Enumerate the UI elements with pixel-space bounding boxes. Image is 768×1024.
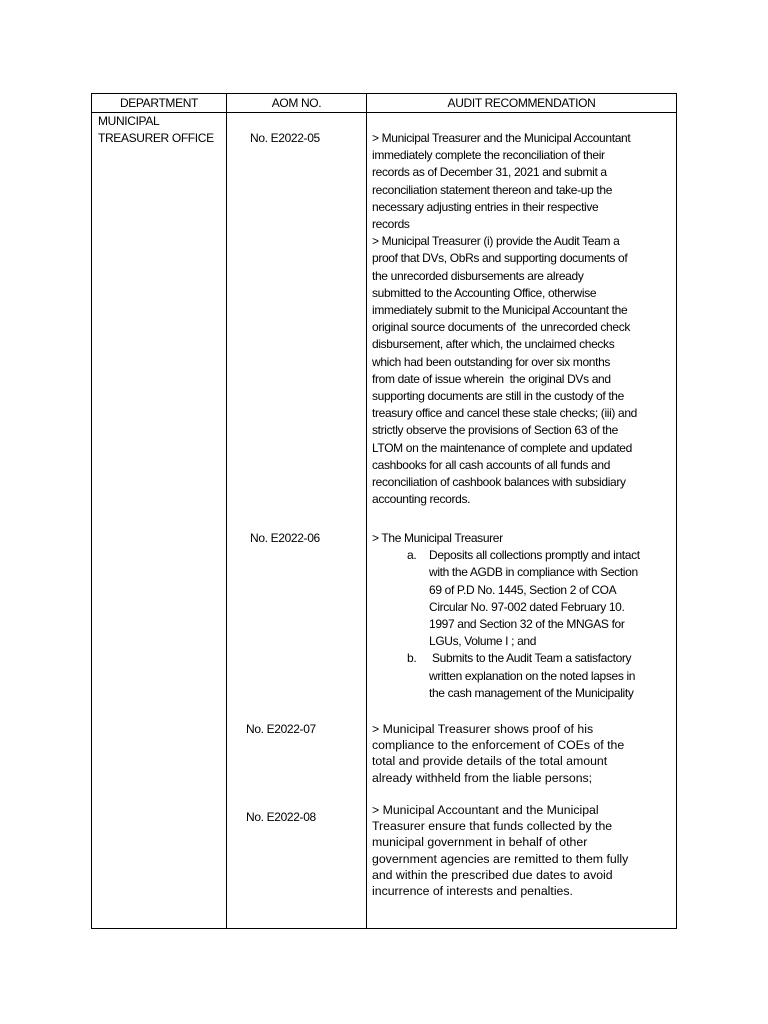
list-item-text: 1997 and Section 32 of the MNGAS for <box>429 617 625 632</box>
list-item-text: Deposits all collections promptly and intact <box>429 548 640 563</box>
recommendation-line: records as of December 31, 2021 and submit a <box>372 165 607 180</box>
recommendation-line: accounting records. <box>372 492 471 507</box>
header-audit-recommendation: AUDIT RECOMMENDATION <box>447 96 596 110</box>
recommendation-line: already withheld from the liable persons; <box>372 770 593 785</box>
recommendation-line: treasury office and cancel these stale checks; (iii) and <box>372 406 637 421</box>
header-department: DEPARTMENT <box>119 96 199 110</box>
recommendation-2 <box>372 530 677 702</box>
list-item-text: LGUs, Volume I ; and <box>429 634 537 649</box>
list-item-line <box>372 582 677 599</box>
list-item-text: 69 of P.D No. 1445, Section 2 of COA <box>429 582 617 597</box>
recommendation-line: submitted to the Accounting Office, otherwise <box>372 285 597 300</box>
audit-recommendation-table <box>91 93 677 929</box>
recommendation-line: strictly observe the provisions of Section 63 of the <box>372 423 618 438</box>
recommendation-line: municipal government in behalf of other <box>372 835 588 850</box>
recommendation-line: necessary adjusting entries in their respective <box>372 199 599 214</box>
column-divider-1 <box>226 94 227 928</box>
recommendation-3 <box>372 721 677 786</box>
recommendation-2-intro: > The Municipal Treasurer <box>372 531 503 545</box>
column-divider-2 <box>366 94 367 928</box>
recommendation-line: and within the prescribed due dates to avoid <box>372 867 613 882</box>
recommendation-line: records <box>372 217 410 232</box>
recommendation-line: proof that DVs, ObRs and supporting documents of <box>372 251 628 266</box>
list-item-line <box>372 633 677 650</box>
recommendation-line: original source documents of the unrecorded check <box>372 320 630 335</box>
recommendation-line: > Municipal Accountant and the Municipal <box>372 803 599 817</box>
list-item-line <box>372 668 677 685</box>
recommendation-2-list <box>372 547 677 702</box>
recommendation-line: > Municipal Treasurer (i) provide the Audit Team a <box>372 234 620 249</box>
department-cell <box>98 113 224 147</box>
recommendation-line: incurrence of interests and penalties. <box>372 884 573 899</box>
department-line-2: TREASURER OFFICE <box>98 131 214 146</box>
recommendation-line: LTOM on the maintenance of complete and updated <box>372 440 632 455</box>
aom-number-4: No. E2022-08 <box>246 810 316 824</box>
recommendation-line: disbursement, after which, the unclaimed checks <box>372 337 615 352</box>
recommendation-line: total and provide details of the total amount <box>372 754 608 769</box>
list-item-line <box>372 547 677 564</box>
recommendation-line: which had been outstanding for over six months <box>372 354 611 369</box>
recommendation-line: reconciliation of cashbook balances with subsidiary <box>372 475 626 490</box>
list-marker: b. <box>407 651 417 666</box>
recommendation-line: immediately submit to the Municipal Accountant the <box>372 303 628 318</box>
recommendation-line: reconciliation statement thereon and take-up the <box>372 182 613 197</box>
list-item-text: the cash management of the Municipality <box>429 685 634 700</box>
aom-number-1: No. E2022-05 <box>250 131 320 145</box>
recommendation-line: cashbooks for all cash accounts of all funds and <box>372 457 611 472</box>
recommendation-line: government agencies are remitted to them fully <box>372 851 629 866</box>
list-item-line <box>372 685 677 702</box>
recommendation-line: supporting documents are still in the custody of the <box>372 389 624 404</box>
recommendation-line: > Municipal Treasurer and the Municipal Accountant <box>372 131 631 145</box>
list-item-text: Submits to the Audit Team a satisfactory <box>429 651 632 666</box>
list-item-line <box>372 599 677 616</box>
recommendation-line: > Municipal Treasurer shows proof of his <box>372 722 594 736</box>
recommendation-line: Treasurer ensure that funds collected by the <box>372 819 613 834</box>
recommendation-line: from date of issue wherein the original DVs and <box>372 371 611 386</box>
list-item-text: with the AGDB in compliance with Section <box>429 565 638 580</box>
aom-number-3: No. E2022-07 <box>246 722 316 736</box>
department-line-1: MUNICIPAL <box>98 114 160 128</box>
recommendation-4 <box>372 802 677 899</box>
list-marker: a. <box>407 548 417 563</box>
recommendation-line: compliance to the enforcement of COEs of the <box>372 738 625 753</box>
recommendation-line: the unrecorded disbursements are already <box>372 268 584 283</box>
list-item-text: Circular No. 97-002 dated February 10. <box>429 599 625 614</box>
list-item-text: written explanation on the noted lapses in <box>429 668 636 683</box>
aom-number-2: No. E2022-06 <box>250 531 320 545</box>
list-item-line <box>372 650 677 667</box>
recommendation-line: immediately complete the reconciliation of their <box>372 148 605 163</box>
list-item-line <box>372 616 677 633</box>
recommendation-1 <box>372 130 677 508</box>
header-aom-no: AOM NO. <box>271 96 322 110</box>
list-item-line <box>372 564 677 581</box>
